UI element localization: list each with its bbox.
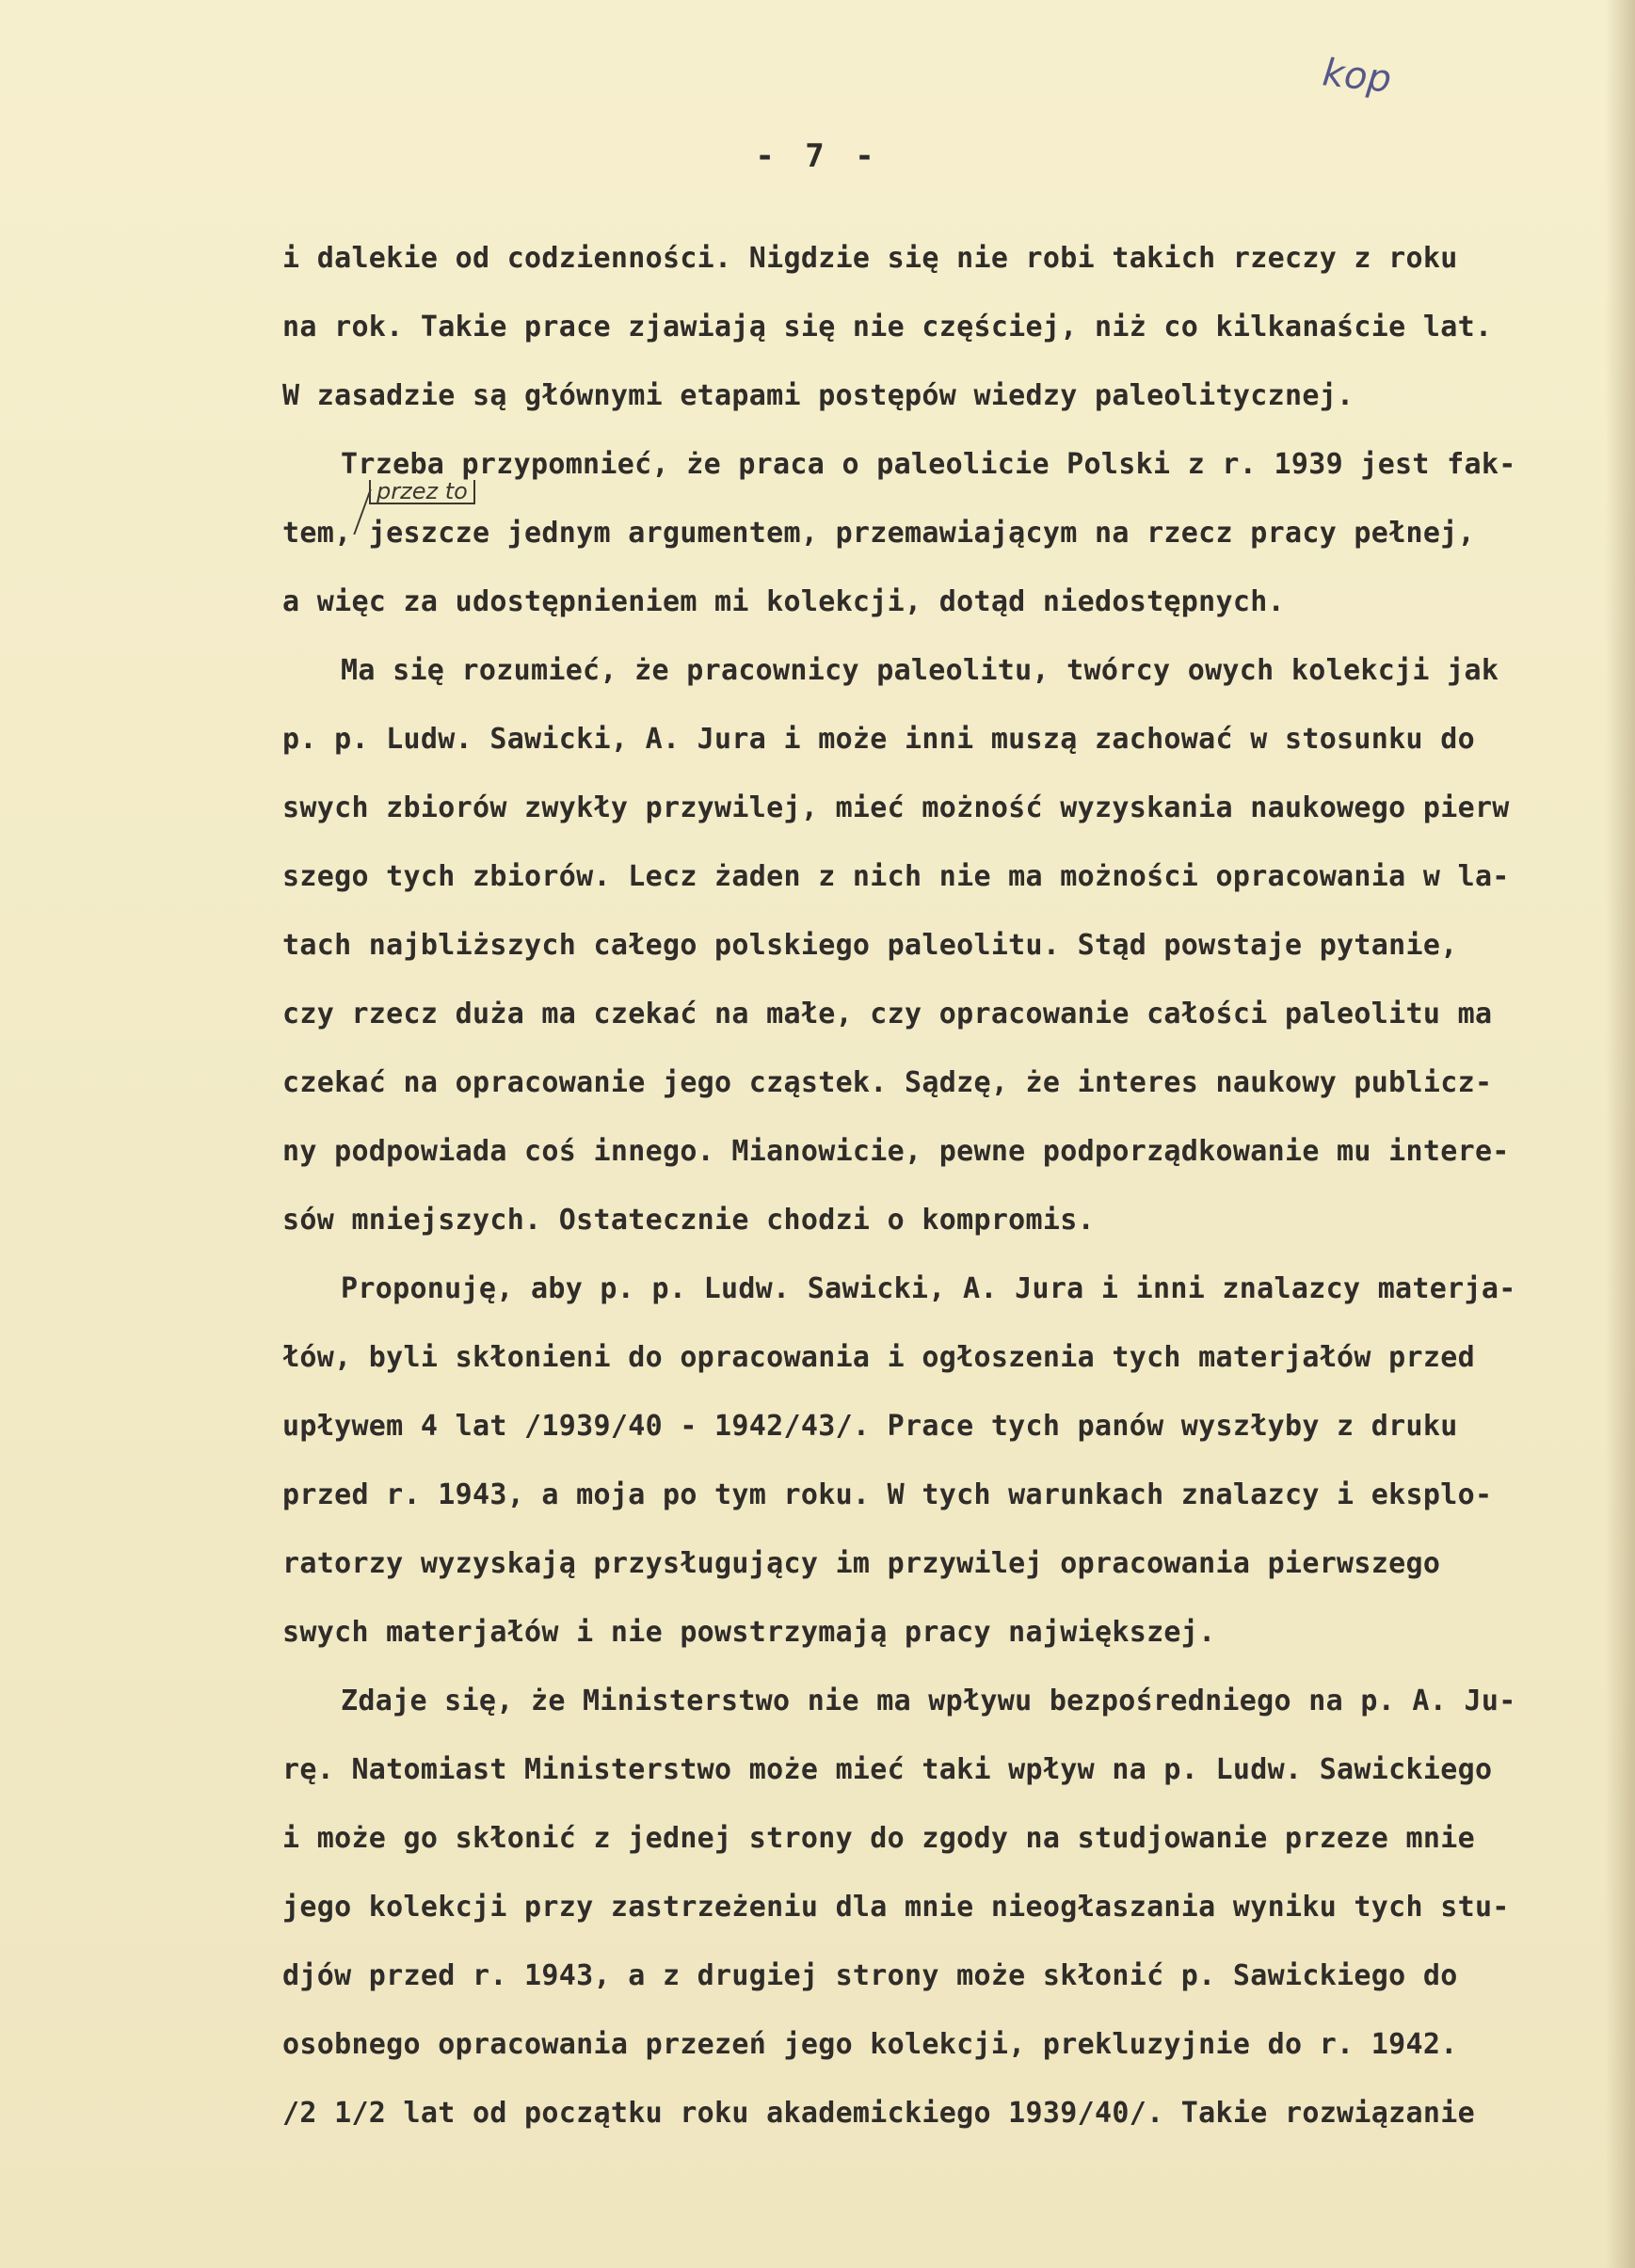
text-line: Ma się rozumieć, że pracownicy paleolitu, twórcy owych kolekcji jak xyxy=(341,654,1499,687)
text-line: czy rzecz duża ma czekać na małe, czy opracowanie całości paleolitu ma xyxy=(282,998,1493,1030)
text-line: osobnego opracowania przezeń jego kolekcji, prekluzyjnie do r. 1942. xyxy=(282,2028,1458,2061)
text-line: rę. Natomiast Ministerstwo może mieć taki wpływ na p. Ludw. Sawickiego xyxy=(282,1753,1493,1786)
text-line: djów przed r. 1943, a z drugiej strony może skłonić p. Sawickiego do xyxy=(282,1959,1458,1992)
typed-body-text xyxy=(282,235,1586,2159)
text-line: jego kolekcji przy zastrzeżeniu dla mnie nieogłaszania wyniku tych stu- xyxy=(282,1891,1510,1924)
text-line: ny podpowiada coś innego. Mianowicie, pewne podporządkowanie mu intere- xyxy=(282,1135,1510,1168)
text-line: W zasadzie są głównymi etapami postępów wiedzy paleolitycznej. xyxy=(282,379,1354,412)
text-line: Zdaje się, że Ministerstwo nie ma wpływu bezpośredniego na p. A. Ju- xyxy=(341,1685,1516,1717)
text-line: tach najbliższych całego polskiego paleolitu. Stąd powstaje pytanie, xyxy=(282,929,1458,962)
handwritten-annotation-kop: kop xyxy=(1320,51,1394,102)
text-line: Proponuję, aby p. p. Ludw. Sawicki, A. Jura i inni znalazcy materja- xyxy=(341,1272,1516,1305)
text-line: a więc za udostępnieniem mi kolekcji, dotąd niedostępnych. xyxy=(282,585,1285,618)
text-line: /2 1/2 lat od początku roku akademickiego 1939/40/. Takie rozwiązanie xyxy=(282,2097,1475,2130)
text-line: na rok. Takie prace zjawiają się nie częściej, niż co kilkanaście lat. xyxy=(282,311,1493,343)
text-line: i może go skłonić z jednej strony do zgody na studjowanie przeze mnie xyxy=(282,1822,1475,1855)
text-line: Trzeba przypomnieć, że praca o paleolicie Polski z r. 1939 jest fak- xyxy=(341,448,1516,481)
text-line: swych zbiorów zwykły przywilej, mieć możność wyzyskania naukowego pierw xyxy=(282,791,1510,824)
text-line: sów mniejszych. Ostatecznie chodzi o kompromis. xyxy=(282,1204,1095,1237)
text-line: szego tych zbiorów. Lecz żaden z nich nie ma możności opracowania w la- xyxy=(282,860,1510,893)
text-line: przed r. 1943, a moja po tym roku. W tych warunkach znalazcy i eksplo- xyxy=(282,1478,1493,1511)
text-line: tem, jeszcze jednym argumentem, przemawiającym na rzecz pracy pełnej, xyxy=(282,517,1475,550)
text-line: p. p. Ludw. Sawicki, A. Jura i może inni muszą zachować w stosunku do xyxy=(282,723,1475,756)
text-line: swych materjałów i nie powstrzymają pracy największej. xyxy=(282,1616,1216,1649)
text-line: łów, byli skłonieni do opracowania i ogłoszenia tych materjałów przed xyxy=(282,1341,1475,1374)
text-line: czekać na opracowanie jego cząstek. Sądzę, że interes naukowy publicz- xyxy=(282,1066,1493,1099)
text-line: upływem 4 lat /1939/40 - 1942/43/. Prace tych panów wyszłyby z druku xyxy=(282,1410,1458,1443)
page-edge-shadow xyxy=(1605,0,1635,2268)
text-line: ratorzy wyzyskają przysługujący im przywilej opracowania pierwszego xyxy=(282,1547,1441,1580)
page-number: - 7 - xyxy=(755,137,880,175)
text-line: i dalekie od codzienności. Nigdzie się nie robi takich rzeczy z roku xyxy=(282,242,1458,275)
handwritten-insertion-przez-to: przez to xyxy=(369,480,475,504)
